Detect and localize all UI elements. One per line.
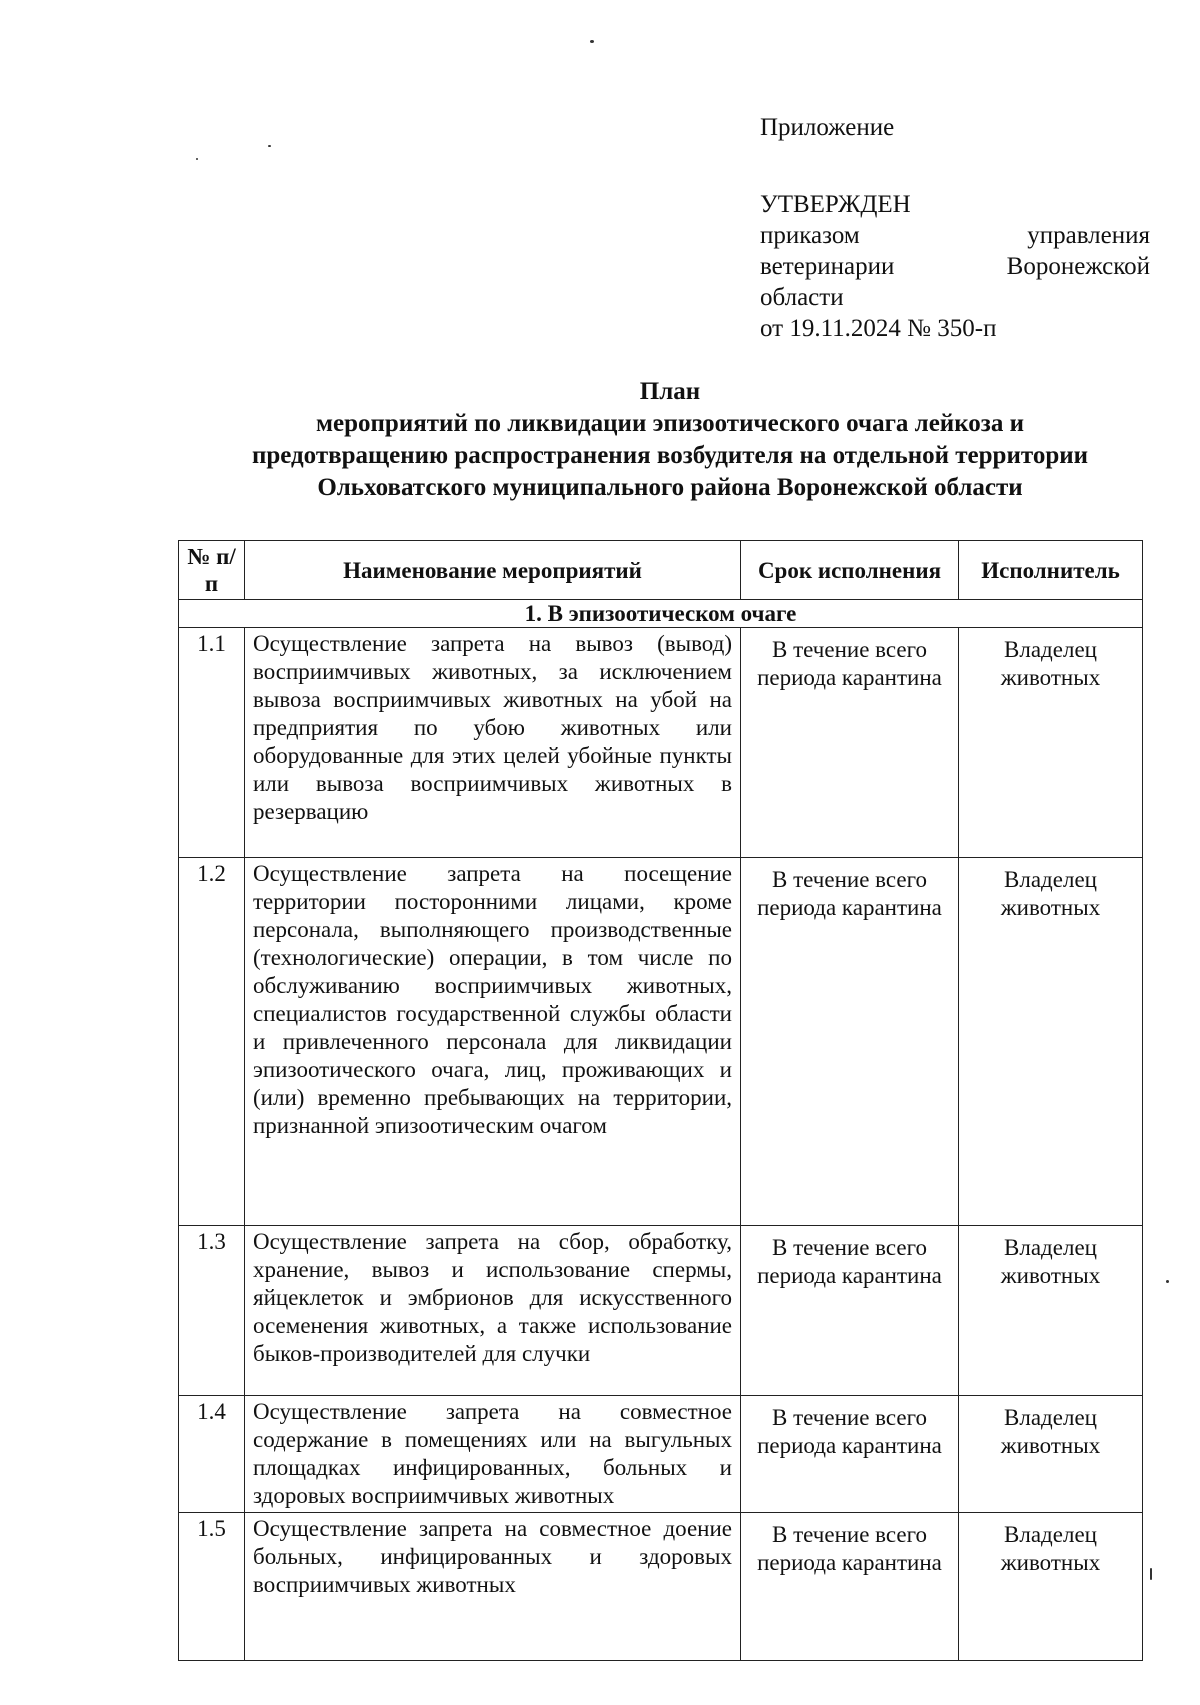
row-num: 1.4 (179, 1396, 245, 1513)
row-description: Осуществление запрета на посещение территории посторонними лицами, кроме персонала, выполняющего производственные (технологические) операции, в том числе по обслуживанию восприимчивых животных, специалистов государственной службы области и привлеченного персонала для ликвидации эпизоотического очага, лиц, проживающих и (или) временно пребывающих на территории, признанной эпизоотическим очагом (245, 858, 741, 1226)
approval-stamp-block (760, 112, 1150, 344)
plan-table (178, 540, 1143, 1661)
row-term: В течение всего периода карантина (741, 1396, 959, 1513)
appendix-label: Приложение (760, 114, 895, 141)
approval-line-1 (760, 220, 1150, 251)
table-row (179, 628, 1143, 858)
title-line-3: предотвращению распространения возбудителя на отдельной территории (251, 442, 1089, 469)
row-num: 1.3 (179, 1226, 245, 1396)
row-description: Осуществление запрета на вывоз (вывод) восприимчивых животных, за исключением вывоза восприимчивых животных на убой на предприятия по убою животных или оборудованные для этих целей убойные пункты или вывоза восприимчивых животных в резервацию (245, 628, 741, 858)
table-header-row (179, 541, 1143, 600)
header-executor: Исполнитель (959, 541, 1143, 600)
row-description: Осуществление запрета на сбор, обработку, хранение, вывоз и использование спермы, яйцеклеток и эмбрионов для искусственного осеменения животных, а также использование быков-производителей для случки (245, 1226, 741, 1396)
section-heading: 1. В эпизоотическом очаге (179, 600, 1143, 628)
title-line-2: мероприятий по ликвидации эпизоотического очага лейкоза и (316, 410, 1024, 437)
row-description: Осуществление запрета на совместное доение больных, инфицированных и здоровых восприимчивых животных (245, 1513, 741, 1661)
header-term: Срок исполнения (741, 541, 959, 600)
scan-speck (196, 158, 198, 160)
row-term: В течение всего периода карантина (741, 1513, 959, 1661)
approval-line-3: области (760, 284, 844, 311)
table-row (179, 1513, 1143, 1661)
row-num: 1.2 (179, 858, 245, 1226)
row-num: 1.5 (179, 1513, 245, 1661)
row-term: В течение всего периода карантина (741, 1226, 959, 1396)
row-description: Осуществление запрета на совместное содержание в помещениях или на выгульных площадках инфицированных, больных и здоровых восприимчивых животных (245, 1396, 741, 1513)
row-term: В течение всего периода карантина (741, 628, 959, 858)
approval-line-1-right: управления (1027, 222, 1150, 249)
approval-line-2-right: Воронежской (1006, 253, 1150, 280)
title-line-4: Ольховатского муниципального района Воронежской области (317, 474, 1023, 501)
row-num: 1.1 (179, 628, 245, 858)
row-executor: Владелец животных (959, 1226, 1143, 1396)
document-title (130, 376, 1200, 504)
table-row (179, 858, 1143, 1226)
table-row (179, 1396, 1143, 1513)
row-executor: Владелец животных (959, 858, 1143, 1226)
scan-speck (268, 145, 271, 147)
header-name: Наименование мероприятий (245, 541, 741, 600)
approval-line-2 (760, 251, 1150, 282)
scan-speck (590, 40, 594, 43)
row-executor: Владелец животных (959, 1513, 1143, 1661)
approved-label: УТВЕРЖДЕН (760, 191, 911, 218)
table-row (179, 1226, 1143, 1396)
row-term: В течение всего периода карантина (741, 858, 959, 1226)
row-executor: Владелец животных (959, 1396, 1143, 1513)
approval-line-1-left: приказом (760, 222, 860, 249)
header-num: № п/п (179, 541, 245, 600)
approval-line-2-left: ветеринарии (760, 253, 895, 280)
title-line-1: План (639, 378, 701, 405)
scan-speck (1150, 1568, 1152, 1580)
section-row (179, 600, 1143, 628)
scan-speck (1166, 1280, 1169, 1283)
row-executor: Владелец животных (959, 628, 1143, 858)
approval-order-number: от 19.11.2024 № 350-п (760, 315, 997, 342)
